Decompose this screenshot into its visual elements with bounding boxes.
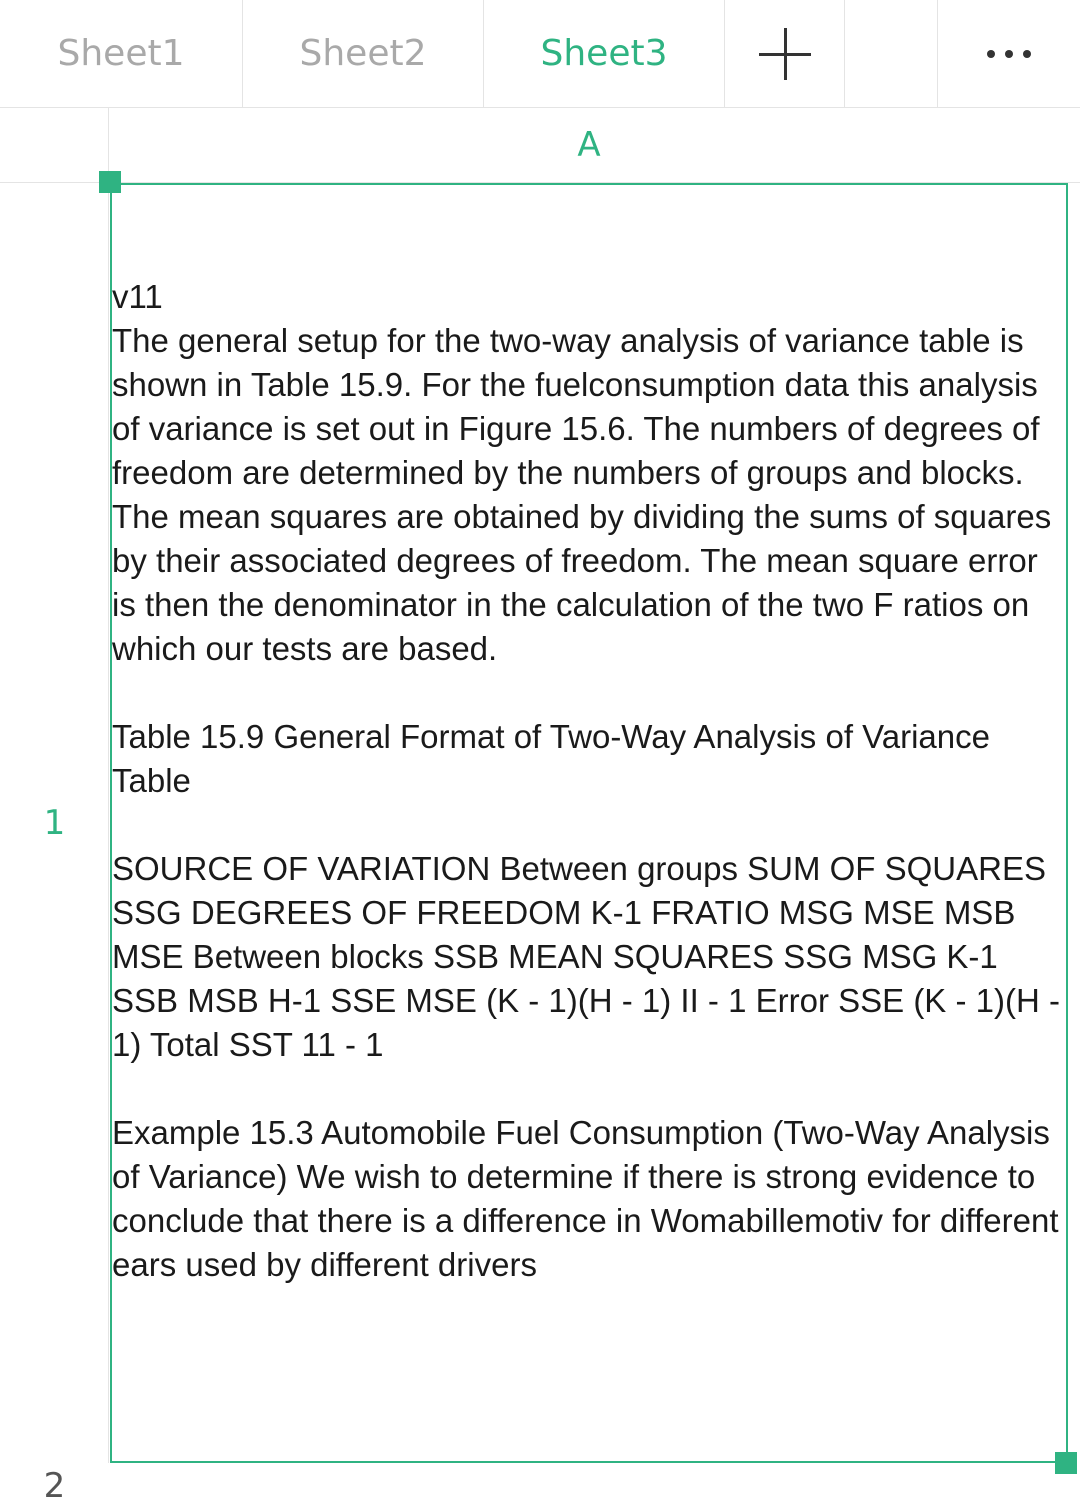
column-header-row xyxy=(0,108,1080,183)
tab-sheet2[interactable]: Sheet2 xyxy=(243,0,484,107)
selection-handle-top-left[interactable] xyxy=(99,171,121,193)
more-dots-icon xyxy=(987,50,1031,58)
sheet-tab-bar xyxy=(0,0,1080,108)
column-header-a[interactable]: A xyxy=(577,125,601,165)
row-header-2[interactable] xyxy=(0,1464,109,1506)
row-header-1[interactable] xyxy=(0,183,109,1463)
row-number-2: 2 xyxy=(43,1466,66,1506)
more-options-button[interactable] xyxy=(938,0,1080,107)
tab-bar-spacer xyxy=(845,0,938,107)
select-all-corner[interactable] xyxy=(0,108,109,182)
add-sheet-button[interactable] xyxy=(725,0,845,107)
tab-sheet1[interactable]: Sheet1 xyxy=(0,0,243,107)
cell-a1-content: v11 The general setup for the two-way analysis of variance table is shown in Table 15.9. For the fuelconsumption data this analysis of variance is set out in Figure 15.6. The numbers of degrees of freedom are determined by the numbers of groups and blocks. The mean squares are obtained by dividing the sums of squares by their associated degrees of freedom. The mean square error is then the denominator in the calculation of the two F ratios on which our tests are based. Table 15.9 General Format of Two-Way Analysis of Variance Table SOURCE OF VARIATION Between groups SUM OF SQUARES SSG DEGREES OF FREEDOM K-1 FRATIO MSG MSE MSB MSE Between blocks SSB MEAN SQUARES SSG MSG K-1 SSB MSB H-1 SSE MSE (K - 1)(H - 1) II - 1 Error SSE (K - 1)(H - 1) Total SST 11 - 1 Example 15.3 Automobile Fuel Consumption (Two-Way Analysis of Variance) We wish to determine if there is strong evidence to conclude that there is a difference in Womabillemotiv for different ears used by different drivers xyxy=(112,278,1060,1283)
plus-icon xyxy=(759,28,811,80)
selection-handle-bottom-right[interactable] xyxy=(1055,1452,1077,1474)
cell-a1[interactable] xyxy=(110,183,1068,1463)
row-number-1: 1 xyxy=(43,803,66,843)
tab-sheet3[interactable]: Sheet3 xyxy=(484,0,725,107)
